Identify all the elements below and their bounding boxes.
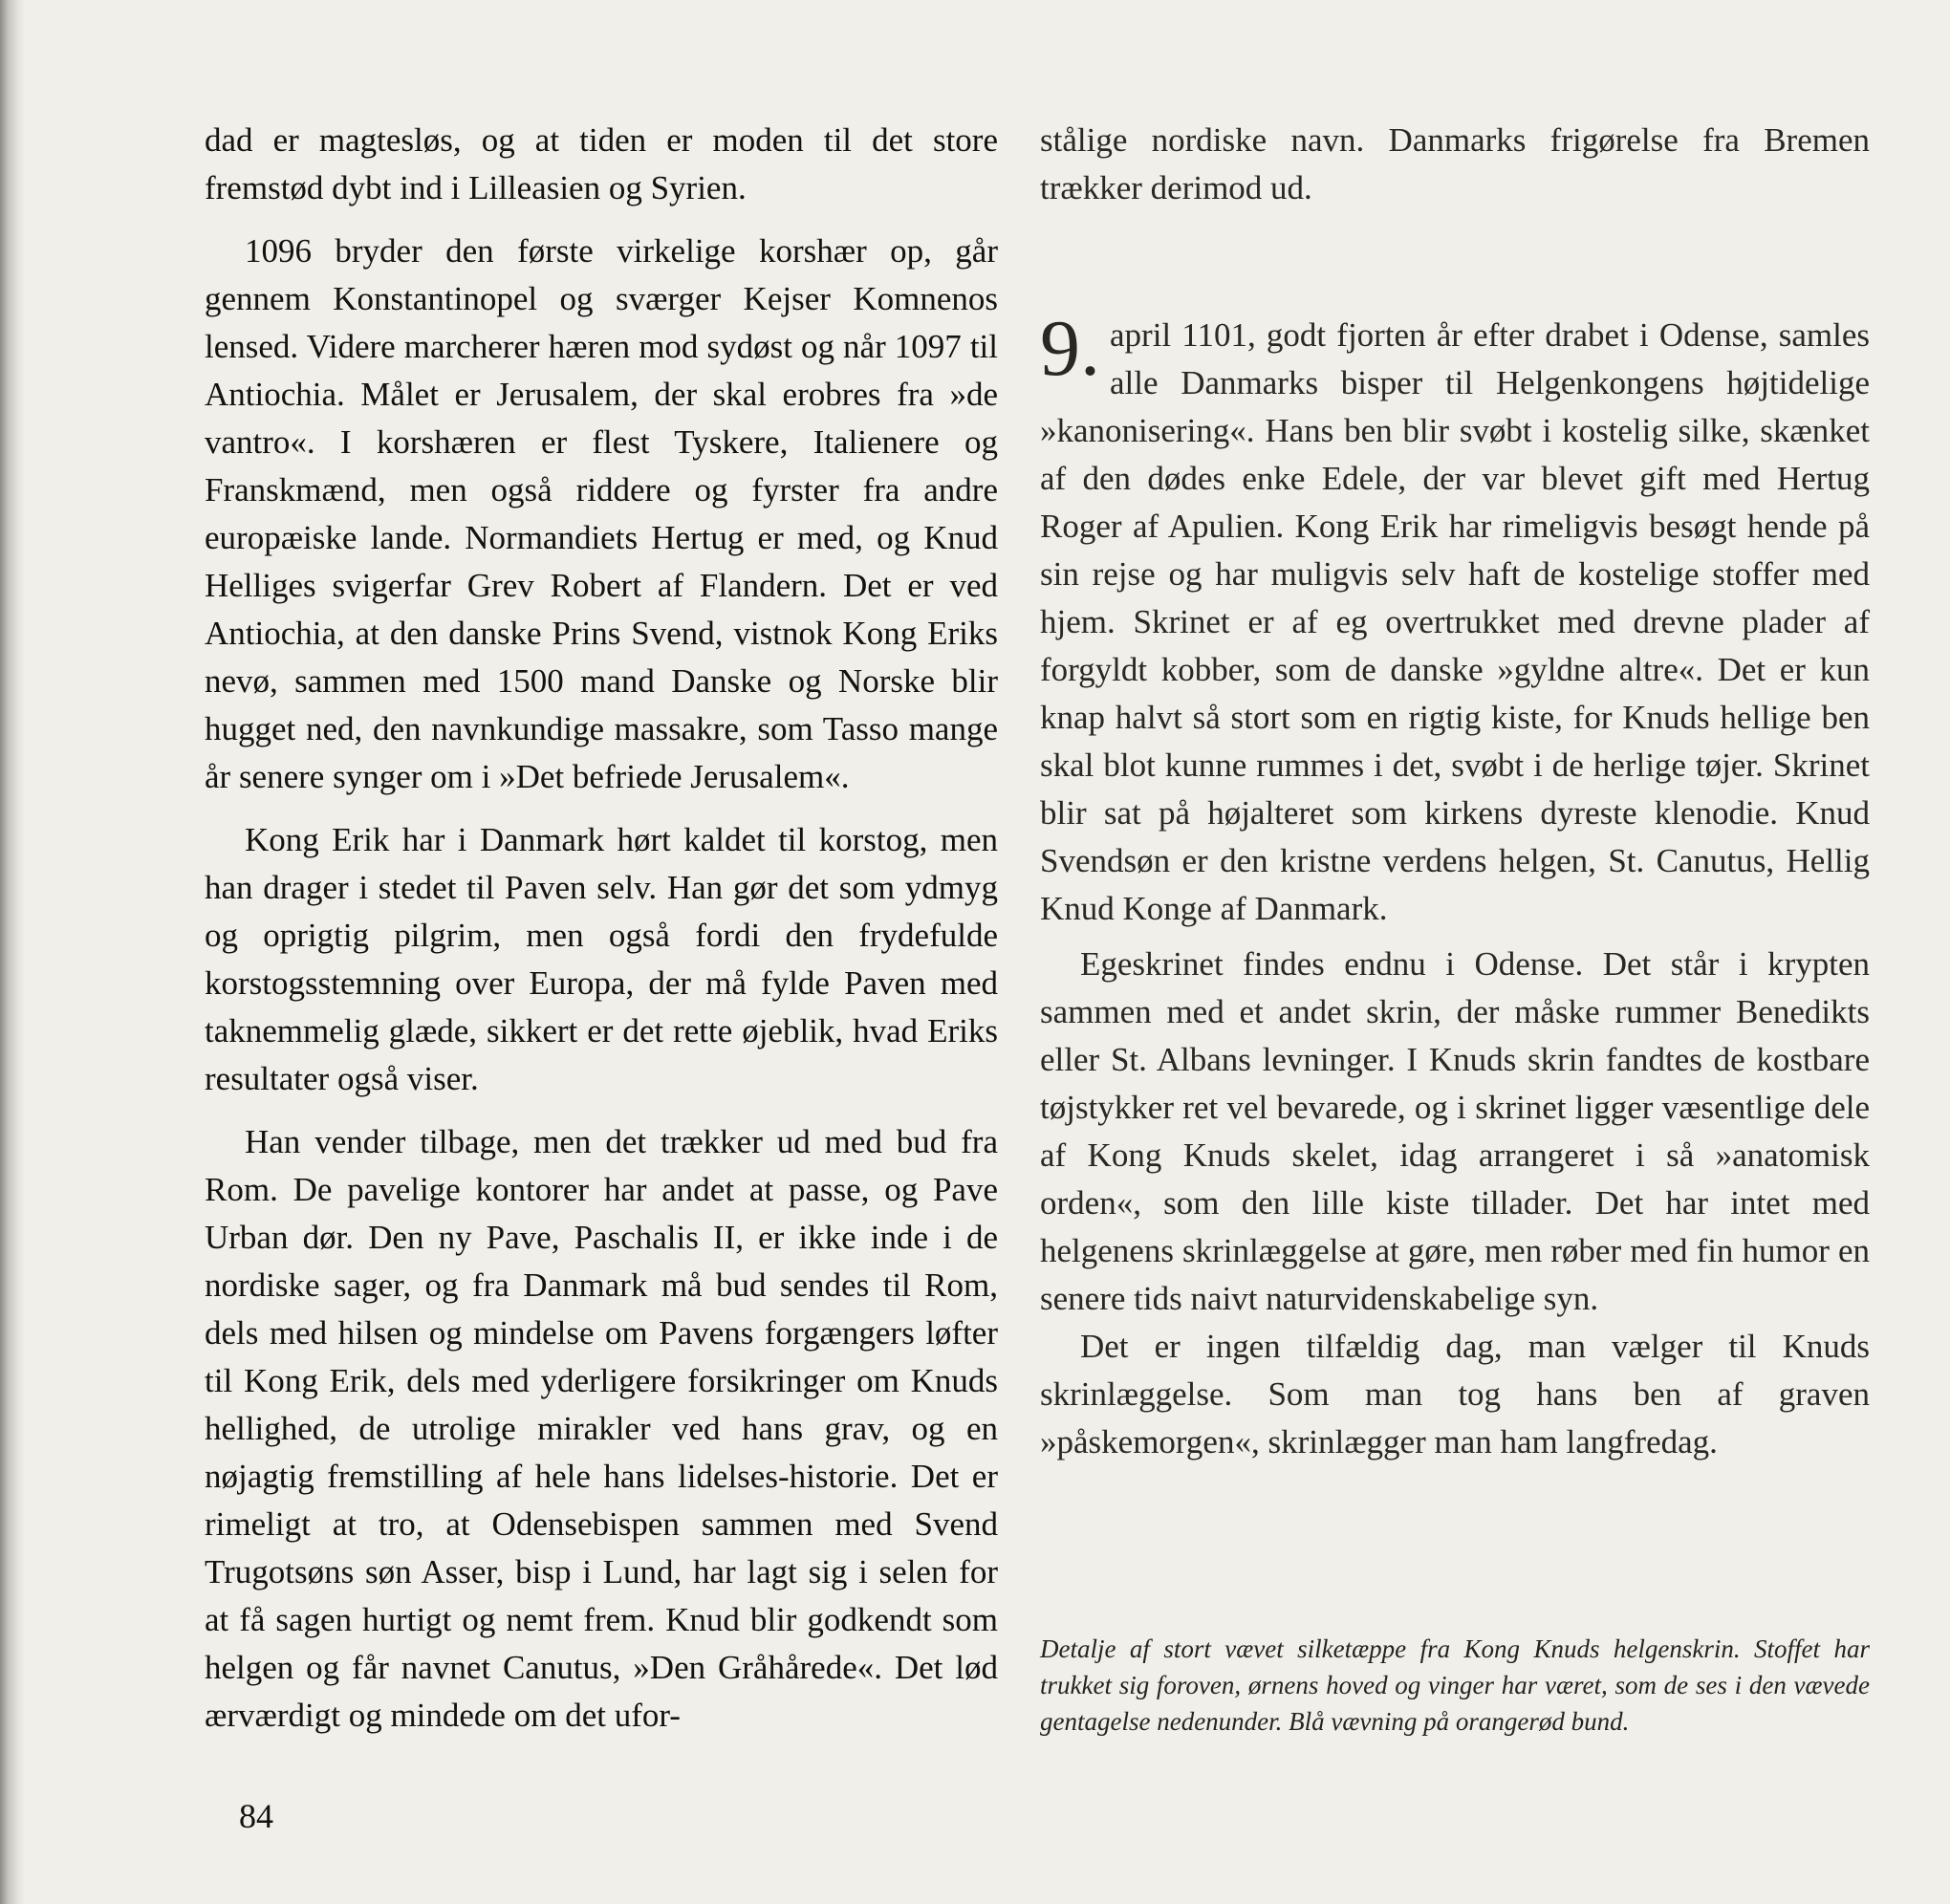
left-text-column [205,117,998,1740]
paragraph: Kong Erik har i Danmark hørt kaldet til korstog, men han drager i stedet til Paven selv. Han gør det som ydmyg og oprigtig pilgrim, men også fordi den frydefulde korstogsstemning over Europa, der må fylde Paven med taknemmelig glæde, sikkert er det rette øjeblik, hvad Eriks resultater også viser. [205,821,998,1097]
figure-caption: Detalje af stort vævet silketæppe fra Kong Knuds helgenskrin. Stoffet har trukket sig foroven, ørnens hoved og vinger har været, som de ses i den vævede gentagelse nedenunder. Blå vævning på orangerød bund. [1040,1634,1870,1736]
paragraph: Det er ingen tilfældig dag, man vælger til Knuds skrinlæggelse. Som man tog hans ben af graven »påskemorgen«, skrinlægger man ham langfredag. [1040,1328,1870,1460]
paragraph-continuation: stålige nordiske navn. Danmarks frigørelse fra Bremen trækker derimod ud. [1040,121,1870,206]
paragraph: Han vender tilbage, men det trækker ud med bud fra Rom. De pavelige kontorer har andet at passe, og Pave Urban dør. Den ny Pave, Paschalis II, er ikke inde i de nordiske sager, og fra Danmark må bud sendes til Rom, dels med hilsen og mindelse om Pavens forgængers løfter til Kong Erik, dels med yderligere forsikringer om Knuds hellighed, de utrolige mirakler ved hans grav, og en nøjagtig fremstilling af hele hans lidelses-historie. Det er rimeligt at tro, at Odensebispen sammen med Svend Trugotsøns søn Asser, bisp i Lund, har lagt sig i selen for at få sagen hurtigt og nemt frem. Knud blir godkendt som helgen og får navnet Canutus, »Den Gråhårede«. Det lød ærværdigt og mindede om det ufor- [205,1123,998,1734]
page-number: 84 [239,1797,273,1835]
right-text-column [1040,117,1870,1466]
paragraph: dad er magtesløs, og at tiden er moden til det store fremstød dybt ind i Lilleasien og Syrien. [205,121,998,206]
section-break [1040,212,1870,312]
paragraph: 1096 bryder den første virkelige korshær op, går gennem Konstantinopel og sværger Kejser Komnenos lensed. Videre marcherer hæren mod sydøst og når 1097 til Antiochia. Målet er Jerusalem, der skal erobres fra »de vantro«. I korshæren er flest Tyskere, Italienere og Franskmænd, men også riddere og fyrster fra andre europæiske lande. Normandiets Hertug er med, og Knud Helliges svigerfar Grev Robert af Flandern. Det er ved Antiochia, at den danske Prins Svend, vistnok Kong Eriks nevø, sammen med 1500 mand Danske og Norske blir hugget ned, den navnkundige massakre, som Tasso mange år senere synger om i »Det befriede Jerusalem«. [205,232,998,795]
drop-initial: 9. [1040,304,1100,393]
paragraph: Egeskrinet findes endnu i Odense. Det står i krypten sammen med et andet skrin, der måske rummer Benedikts eller St. Albans levninger. I Knuds skrin fandtes de kostbare tøjstykker ret vel bevarede, og i skrinet ligger væsentlige dele af Kong Knuds skelet, idag arrangeret i så »anatomisk orden«, som den lille kiste tillader. Det har intet med helgenens skrinlæggelse at gøre, men røber med fin humor en senere tids naivt naturvidenskabelige syn. [1040,945,1870,1317]
paragraph-text: april 1101, godt fjorten år efter drabet i Odense, samles alle Danmarks bisper til Helgenkongens højtidelige »kanonisering«. Hans ben blir svøbt i kostelig silke, skænket af den dødes enke Edele, der var blevet gift med Hertug Roger af Apulien. Kong Erik har rimeligvis besøgt hende på sin rejse og har muligvis selv haft de kostelige stoffer med hjem. Skrinet er af eg overtrukket med drevne plader af forgyldt kobber, som de danske »gyldne altre«. Det er kun knap halvt så stort som en rigtig kiste, for Knuds hellige ben skal blot kunne rummes i det, svøbt i de herlige tøjer. Skrinet blir sat på højalteret som kirkens dyreste klenodie. Knud Svendsøn er den kristne verdens helgen, St. Canutus, Hellig Knud Konge af Danmark. [1040,316,1870,927]
section-opening-paragraph [1040,304,1870,933]
